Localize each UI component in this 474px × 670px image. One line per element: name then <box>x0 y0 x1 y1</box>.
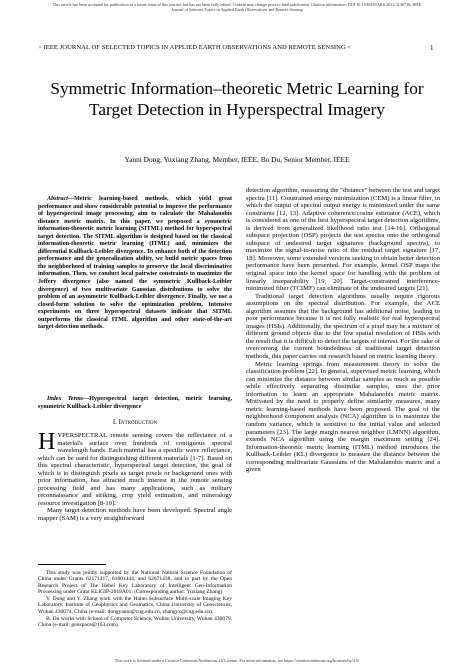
license-footer: This work is licensed under a Creative Commons Attribution 4.0 License. For more information, see https://creativecommons.org/licenses/by/4.0/ <box>114 658 360 663</box>
footnote-funding: This study was jointly supported by the National Natural Science Foundation of China under Grants 62171417, 61801444, and 62071438, and in part by the Open Research Project of The Hebei Key Laboratory of Intelligent Geo-Information Processing under Grant KLIGIP-2018A01. (Corresponding author: Yuxiang Zhang) <box>38 570 232 595</box>
drop-cap: H <box>38 429 56 455</box>
publication-notice-line1: This article has been accepted for publication in a future issue of this journal, but has not been fully edited. Content may change prior to final publication. Citation information: DOI 10.1109/JSTARS.2022.3146716, IEEE <box>52 2 422 7</box>
publication-notice-line2: Journal of Selected Topics in Applied Earth Observations and Remote Sensing <box>171 7 303 13</box>
right-paragraph-2: Traditional target detection algorithms usually require rigorous assumptions on the spectral distribution. For example, the ACE algorithm assumes that the background has additional noise, leading to poor performance because it is not fully realistic for real hyperspectral images (HSIs). Additionally, the spectrum of a pixel may be a mixture of different ground objects due to the low spatial resolution of HSIs with the result that it is difficult to detect the targets of interest. For the sake of overcoming the current boundedness of traditional target detection methods, this paper carries out research based on metric learning theory. <box>246 292 440 361</box>
right-column-body <box>246 187 440 474</box>
abstract-text: —Metric learning-based methods, which yield great performance and show considerable potential to improve the performance of hyperspectral image processing, aim to calculate the Mahalanobis distance metric matrix. In this paper, we proposed a symmetric information-theoretic metric learning (SITML) method for hyperspectral target detection. The SITML algorithm is designed based on the classical information-theoretic metric learning (ITML) and, minimizes the differential Kullback-Leibler divergence. To enhance both of the detection performance and the generalization ability, we build metric spaces from the neighborhood of training samples to preserve the local discriminative information. Then, we conduct local pairwise constraints to maximize the Jeffery divergence (also named the symmetric Kullback-Leibler divergence) of two multivariate Gaussian distributions to solve the problem of an asymmetric Kullback-Leibler divergence. Finally, we use a closed-form solution to solve the optimization problem. Intensive experiments on three hyperspectral datasets indicate that SITML outperforms the classical ITML algorithm and other state-of-the-art target detection methods. <box>38 196 232 331</box>
footnote-affiliation-1: Y. Dong and Y. Zhang work with the Hubei Subsurface Multi-scale Imaging Key Laboratory, Institute of Geophysics and Geomatics, China University of Geosciences, Wuhan 430074, China (e-mail: dongyanni@cug.edu.cn, zhangyx@cug.edu.cn). <box>38 596 232 615</box>
author-list: Yanni Dong, Yuxiang Zhang, Member, IEEE, Bo Du, Senior Member, IEEE <box>124 155 350 164</box>
introduction-body <box>38 429 232 523</box>
footnote-rule <box>38 564 106 565</box>
right-paragraph-1: detection algorithm, measuring the "distance" between the test and target spectra [11]. Constrained energy minimization (CEM) is a linear filter, in which the output of spectral output energy is minimized under the same constraints [12, 13]. Adaptive coherence/cosine estimator (ACE), which is considered as one of the best hyperspectral target detection algorithms, is derived from generalized likelihood ratio test [14-16]. Orthogonal subspace projection (OSP) projects the test spectra onto the orthogonal subspace of undesired target signatures (background spectra), to maximize the signal-to-noise ratio of the residual target signature [17, 18]. Moreover, some extended versions seeking to obtain better detection performance have been presented. For example, kernel OSP maps the original space into the kernel space for handling with the problem of linearly inseparability [19, 20]. Target-constrained interference-minimized filter (TCIMF) can eliminate of the undesired targets [21]. <box>246 187 440 293</box>
abstract <box>38 196 232 332</box>
intro-paragraph-1: YPERSPECTRAL remote sensing covers the reflectance of a material's surface over hundreds of contiguous spectral wavelength bands. Each material has a specific wave reflectance, which can be used for distinguishing different materials [1-7]. Based on this spectral characteristic, hyperspectral target detection, the goal of which is to distinguish pixels as target pixels or background ones with prior information, has attracted much interest in the remote sensing processing field and has many applications, such as military reconnaissance and striking, crop yield estimation, and mineralogy resource investigation [8-10]. <box>38 432 232 507</box>
intro-paragraph-2: Many target detection methods have been developed. Spectral angle mapper (SAM) is a very straightforward <box>38 507 232 523</box>
footnote-affiliation-2: B. Du works with School of Computer Science, Wuhan University, Wuhan 430079, China (e-mail: gunspace@163.com). <box>38 616 232 629</box>
abstract-label: Abstract <box>47 196 68 202</box>
footnotes <box>38 570 232 630</box>
paper-title: Symmetric Information–theoretic Metric Learning for Target Detection in Hyperspectral Imagery <box>50 79 424 119</box>
index-terms <box>38 396 232 411</box>
index-terms-text: —Hyperspectral target detection, metric learning, symmetric Kullback-Leibler divergence <box>38 396 233 410</box>
section-heading-introduction: I. Introduction <box>112 419 158 426</box>
publication-notice <box>6 2 468 13</box>
index-terms-label: Index Terms <box>47 396 84 402</box>
running-head: > IEEE JOURNAL OF SELECTED TOPICS IN APPLIED EARTH OBSERVATIONS AND REMOTE SENSING < <box>38 44 352 51</box>
right-paragraph-3: Metric learning springs from measurement theory to solve the classification problem [22]. In general, supervised metric learning, which can minimize the distance between similar samples as much as possible while effectively separating dissimilar samples, uses the prior information to learn an appropriate Mahalanobis metric matrix. Motivated by the need to properly define similarity measures, many metric learning-based methods have been proposed. The goal of the neighborhood component analysis (NCA) algorithm is to maximize the random variance, which is sensitive to the initial value and selected parameters [23]. The large margin nearest neighbor (LMNN) algorithm, extends NCA algorithm using the margin maximum setting [24]. Information-theoretic metric learning (ITML) method introduces the Kullback-Leibler (KL) divergence to measure the distance between the corresponding multivariate Gaussians of the Mahalanobis matrix and a given <box>246 360 440 474</box>
page-number: 1 <box>430 44 434 52</box>
